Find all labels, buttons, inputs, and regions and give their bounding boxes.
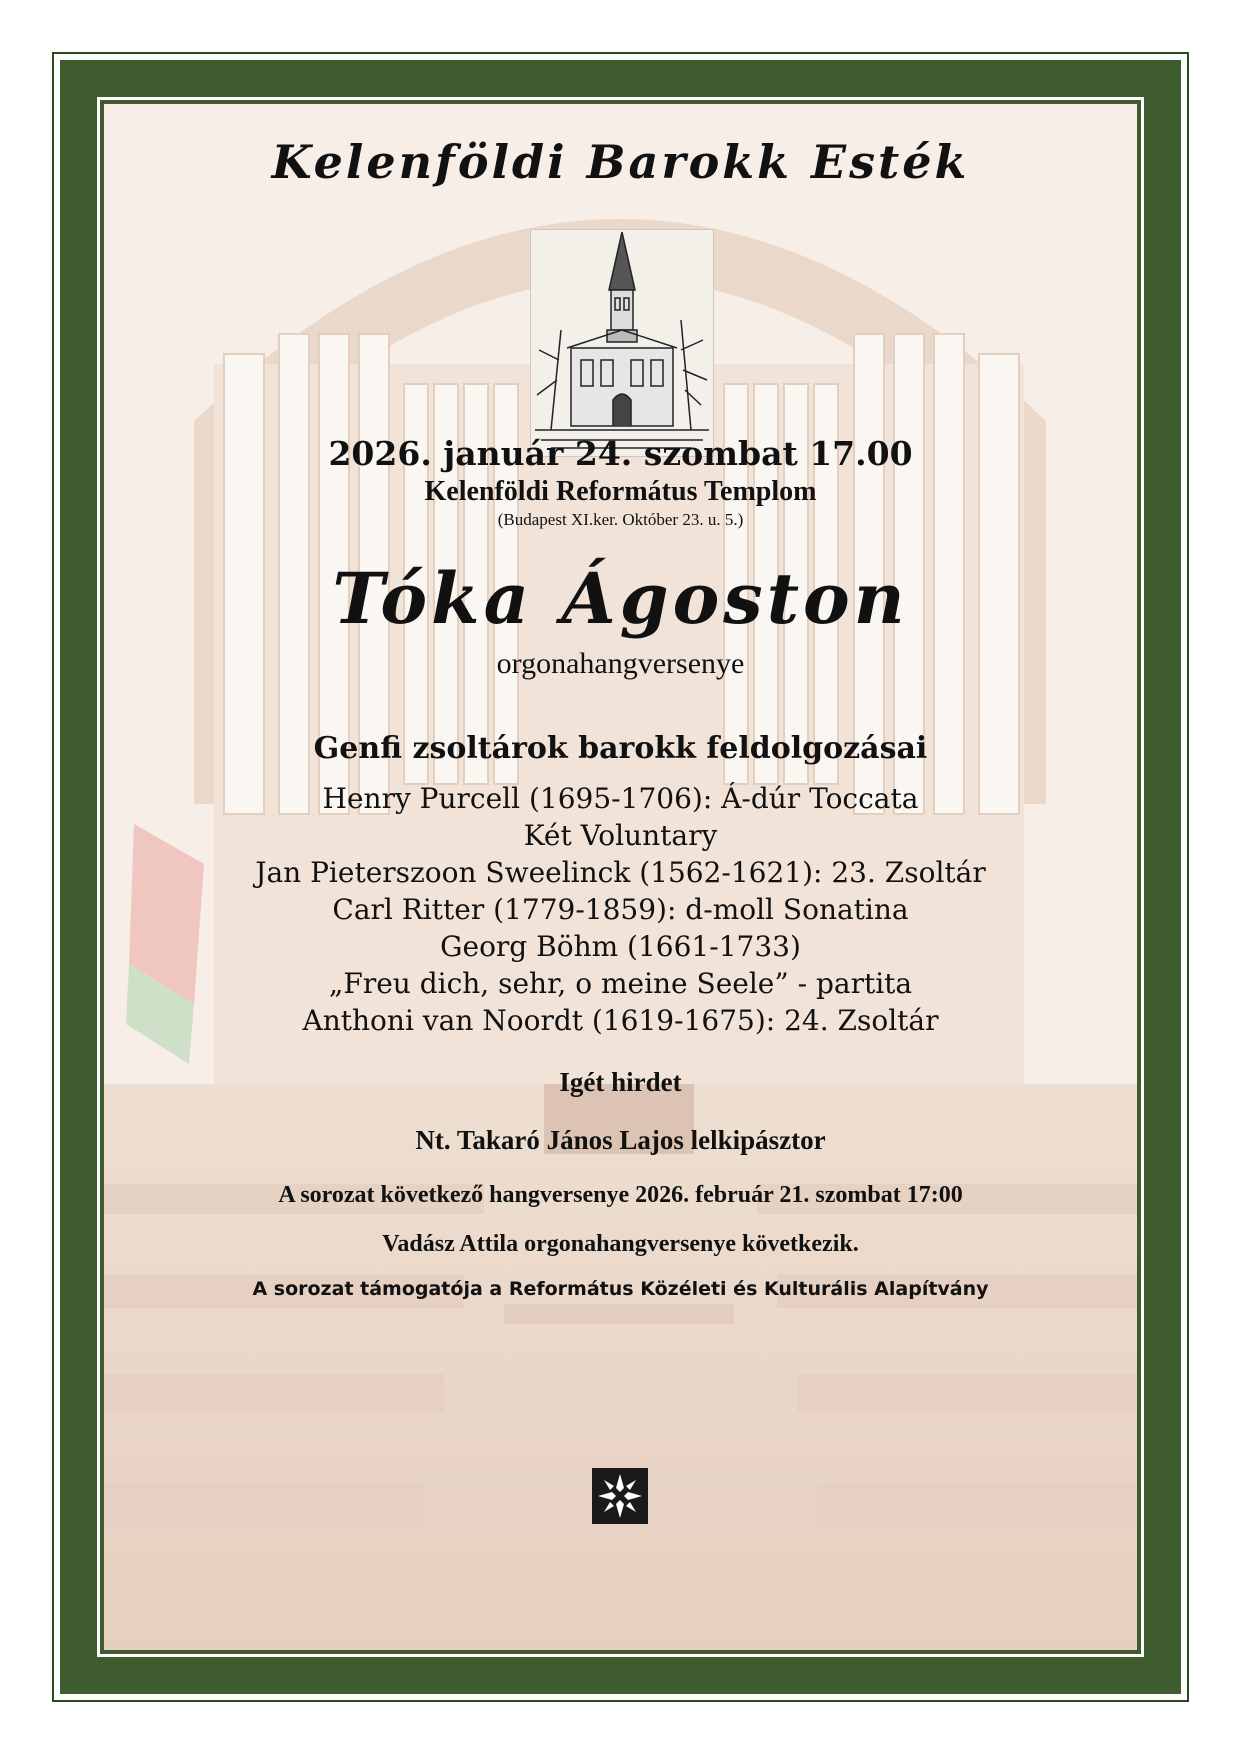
next-concert: A sorozat következő hangversenye 2026. február 21. szombat 17:00 xyxy=(278,1182,963,1208)
program-item: Két Voluntary xyxy=(523,819,718,852)
church-illustration xyxy=(530,229,714,457)
performer-name: Tóka Ágoston xyxy=(332,557,909,640)
series-title: Kelenföldi Barokk Esték xyxy=(271,135,970,189)
event-type: orgonahangversenye xyxy=(496,647,745,680)
poster-content xyxy=(104,104,1137,1650)
venue-name: Kelenföldi Református Templom xyxy=(424,476,817,507)
event-date-time: 2026. január 24. szombat 17.00 xyxy=(328,434,913,473)
program-title: Genfi zsoltárok barokk feldolgozásai xyxy=(313,731,928,766)
program-item: Jan Pieterszoon Sweelinck (1562-1621): 23. Zsoltár xyxy=(255,856,986,889)
foundation-logo-icon xyxy=(592,1468,648,1524)
sermon-label: Igét hirdet xyxy=(559,1067,682,1097)
sponsor-note: A sorozat támogatója a Református Közéleti és Kulturális Alapítvány xyxy=(252,1278,989,1300)
program-item: „Freu dich, sehr, o meine Seele” - partita xyxy=(328,967,913,1000)
program-item: Henry Purcell (1695-1706): Á-dúr Toccata xyxy=(322,782,919,815)
poster-panel xyxy=(104,104,1137,1650)
preacher-name: Nt. Takaró János Lajos lelkipásztor xyxy=(415,1125,826,1155)
venue-address: (Budapest XI.ker. Október 23. u. 5.) xyxy=(497,510,744,529)
program-item: Carl Ritter (1779-1859): d-moll Sonatina xyxy=(332,893,909,926)
program-item: Anthoni van Noordt (1619-1675): 24. Zsoltár xyxy=(302,1004,939,1037)
next-performer: Vadász Attila orgonahangversenye következik. xyxy=(382,1231,859,1257)
church-drawing-icon xyxy=(531,230,713,456)
program-item: Georg Böhm (1661-1733) xyxy=(440,930,801,963)
